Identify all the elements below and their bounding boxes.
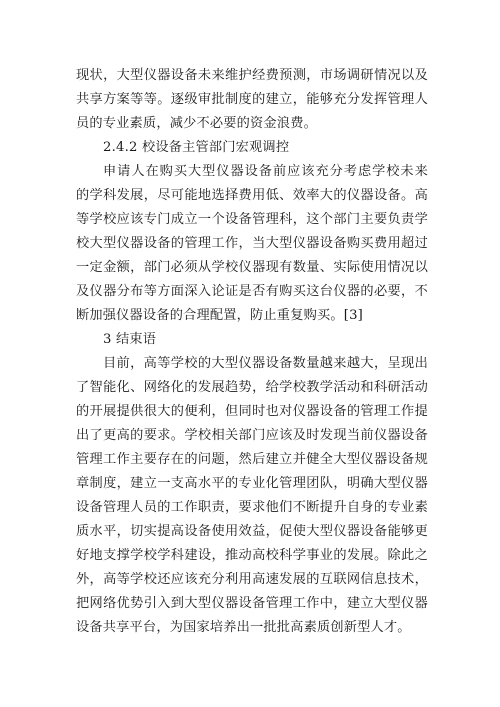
text-line: 2.4.2 校设备主管部门宏观调控 [103,140,290,155]
text-line: 设备管理人员的工作职责，要求他们不断提升自身的专业素 [76,500,428,515]
text-line: 共享方案等等。逐级审批制度的建立，能够充分发挥管理人 [76,92,428,107]
text-line: 一定金额，部门必须从学校仪器现有数量、实际使用情况以 [76,260,428,275]
text-line: 目前，高等学校的大型仪器设备数量越来越大，呈现出 [103,356,428,371]
text-line: 质水平，切实提高设备使用效益，促使大型仪器设备能够更 [76,524,428,539]
text-line: 章制度，建立一支高水平的专业化管理团队，明确大型仪器 [76,476,428,491]
text-line: 外，高等学校还应该充分利用高速发展的互联网信息技术， [76,572,428,587]
text-line: 的开展提供很大的便利，但同时也对仪器设备的管理工作提 [76,404,428,419]
text-line: 断加强仪器设备的合理配置，防止重复购买。[3] [76,308,364,323]
text-line: 出了更高的要求。学校相关部门应该及时发现当前仪器设备 [76,428,428,443]
text-line: 好地支撑学校学科建设，推动高校科学事业的发展。除此之 [76,548,428,563]
text-line: 申请人在购买大型仪器设备前应该充分考虑学校未来 [103,164,428,179]
text-line: 3 结束语 [103,332,157,347]
text-line: 设备共享平台，为国家培养出一批批高素质创新型人才。 [76,620,411,635]
text-line: 现状，大型仪器设备未来维护经费预测，市场调研情况以及 [76,68,428,83]
text-line: 等学校应该专门成立一个设备管理科，这个部门主要负责学 [76,212,428,227]
text-line: 管理工作主要存在的问题，然后建立并健全大型仪器设备规 [76,452,428,467]
text-line: 及仪器分布等方面深入论证是否有购买这台仪器的必要，不 [76,284,428,299]
text-line: 了智能化、网络化的发展趋势，给学校教学活动和科研活动 [76,380,428,395]
text-line: 把网络优势引入到大型仪器设备管理工作中，建立大型仪器 [76,596,428,611]
text-line: 员的专业素质，减少不必要的资金浪费。 [76,116,317,131]
text-line: 校大型仪器设备的管理工作，当大型仪器设备购买费用超过 [76,236,428,251]
text-line: 的学科发展，尽可能地选择费用低、效率大的仪器设备。高 [76,188,428,203]
